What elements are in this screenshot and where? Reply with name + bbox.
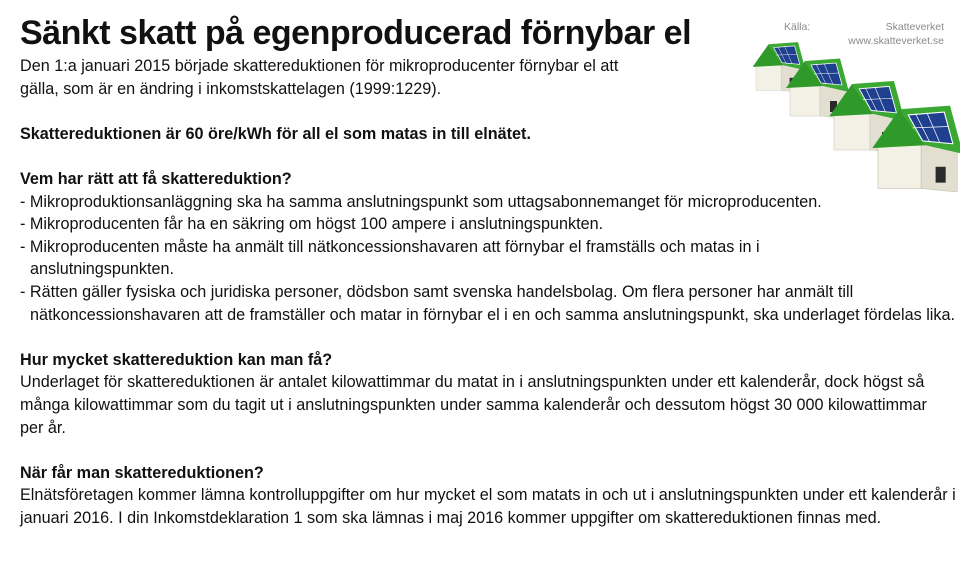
document-body	[20, 55, 960, 529]
source-url: www.skatteverket.se	[848, 35, 944, 47]
list-item: - Mikroproduktionsanläggning ska ha samma anslutningspunkt som uttagsabonnemanget för microproducenten.	[20, 192, 822, 211]
list-item: - Mikroproducenten måste ha anmält till nätkoncessionshavaren att förnybar el framställs och matas in i anslutningspunkten.	[20, 237, 760, 279]
section-heading-eligibility: Vem har rätt att få skattereduktion?	[20, 169, 292, 188]
intro-line-2: gälla, som är en ändring i inkomstskattelagen (1999:1229).	[20, 79, 442, 98]
intro-line-1: Den 1:a januari 2015 började skattereduktionen för mikroproducenter förnybar el att	[20, 57, 619, 75]
source-org: Skatteverket	[885, 21, 944, 33]
section-text-timing: Elnätsföretagen kommer lämna kontrolluppgifter om hur mycket el som matats in och ut i anslutningspunkten under ett kalenderår i januari 2016. I din Inkomstdeklaration 1 som ska lämnas i maj 2016 kommer uppgifter om skattereduktionen finnas med.	[20, 486, 956, 527]
section-text-amount: Underlaget för skattereduktionen är antalet kilowattimmar du matat in i anslutningspunkten under ett kalenderår, dock högst så många kilowattimmar som du tagit ut i anslutningspunkten under samma kalenderår och dessutom högst 30 000 kilowattimmar per år.	[20, 373, 927, 437]
list-item: - Rätten gäller fysiska och juridiska personer, dödsbon samt svenska handelsbolag. Om flera personer har anmält till nätkoncessionshavaren att de framställer och matar in förnybar el i en och samma anslutningspunkt, ska underlaget fördelas lika.	[20, 282, 955, 324]
section-heading-timing: När får man skattereduktionen?	[20, 463, 264, 482]
highlight-statement: Skattereduktionen är 60 öre/kWh för all el som matas in till elnätet.	[20, 124, 531, 143]
list-item: - Mikroproducenten får ha en säkring om högst 100 ampere i anslutningspunkten.	[20, 215, 604, 234]
source-label: Källa:	[784, 21, 811, 33]
page-title: Sänkt skatt på egenproducerad förnybar el	[20, 14, 692, 52]
section-heading-amount: Hur mycket skattereduktion kan man få?	[20, 350, 333, 369]
